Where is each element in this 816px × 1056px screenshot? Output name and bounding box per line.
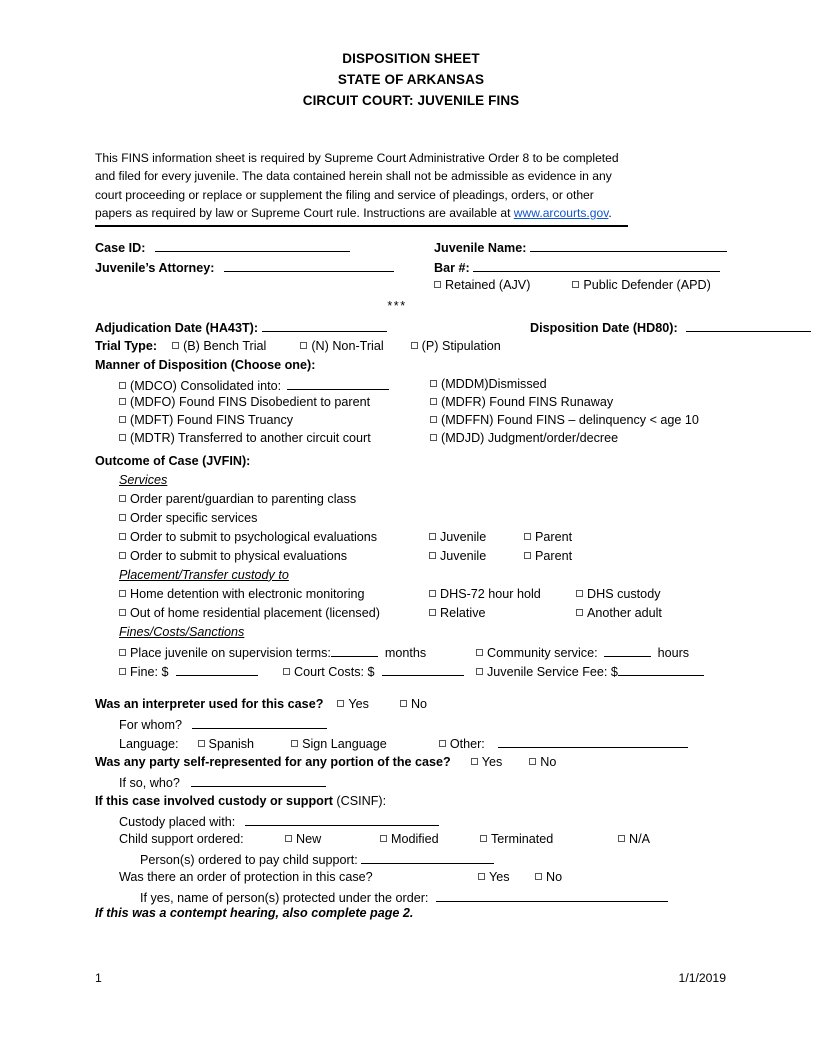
interpreter-no-option[interactable] xyxy=(400,697,427,711)
page-footer xyxy=(95,971,726,985)
trial-type-option-non-trial[interactable] xyxy=(300,339,383,353)
another-adult-option[interactable] xyxy=(576,606,662,620)
bar-number-label: Bar #: xyxy=(434,260,470,275)
juvenile-service-fee-label: Juvenile Service Fee: $ xyxy=(487,664,618,679)
child-support-terminated-option[interactable] xyxy=(480,832,553,846)
child-support-modified-option[interactable] xyxy=(380,832,439,846)
case-id-input[interactable] xyxy=(155,239,350,252)
adjudication-date-label: Adjudication Date (HA43T): xyxy=(95,320,259,335)
if-so-who-row xyxy=(119,774,326,790)
document-title-block xyxy=(95,48,727,111)
mdtr-label: (MDTR) Transferred to another circuit court xyxy=(130,430,371,445)
another-adult-label: Another adult xyxy=(587,605,662,620)
other-language-checkbox[interactable] xyxy=(439,740,446,747)
juvenile-service-fee-checkbox[interactable] xyxy=(476,668,483,675)
self-represented-yes-label: Yes xyxy=(481,754,503,769)
child-support-modified-checkbox[interactable] xyxy=(380,835,387,842)
child-support-label-wrap xyxy=(119,832,244,846)
service-item-0[interactable] xyxy=(119,492,356,506)
protection-no-checkbox[interactable] xyxy=(535,873,542,880)
mdft-label: (MDFT) Found FINS Truancy xyxy=(130,412,294,427)
attorney-row xyxy=(95,259,394,275)
parenting-class-label: Order parent/guardian to parenting class xyxy=(130,491,357,506)
adjudication-date-row xyxy=(95,319,387,335)
self-represented-no-label: No xyxy=(540,754,557,769)
physical-eval-parent-label: Parent xyxy=(535,548,573,563)
manner-of-disposition-section xyxy=(95,377,727,454)
mdfo-label: (MDFO) Found FINS Disobedient to parent xyxy=(130,394,371,409)
child-support-na-label: N/A xyxy=(629,831,650,846)
self-represented-no-option[interactable] xyxy=(529,755,556,769)
supervision-terms-label: Place juvenile on supervision terms: xyxy=(130,645,331,660)
psych-eval-checkbox[interactable] xyxy=(119,533,126,540)
disposition-date-label: Disposition Date (HD80): xyxy=(530,320,678,335)
supervision-months-input[interactable] xyxy=(331,644,378,657)
language-spanish-option[interactable] xyxy=(198,737,255,751)
home-detention-checkbox[interactable] xyxy=(119,590,126,597)
custody-support-section xyxy=(95,794,727,906)
language-row xyxy=(119,735,688,751)
mdco-label: (MDCO) Consolidated into: xyxy=(130,378,282,393)
fine-row[interactable] xyxy=(119,663,258,679)
court-costs-amount-input[interactable] xyxy=(382,663,464,676)
placement-heading: Placement/Transfer custody to xyxy=(119,567,289,582)
attorney-label: Juvenile’s Attorney: xyxy=(95,260,215,275)
for-whom-input[interactable] xyxy=(192,716,327,729)
interpreter-yes-option[interactable] xyxy=(337,697,369,711)
language-label: Language: xyxy=(119,736,179,751)
protection-no-label: No xyxy=(546,869,563,884)
page-title-line-3: CIRCUIT COURT: JUVENILE FINS xyxy=(302,93,520,108)
mdtr-checkbox[interactable] xyxy=(119,434,126,441)
sign-language-checkbox[interactable] xyxy=(291,740,298,747)
placement-item-1[interactable] xyxy=(119,606,380,620)
if-so-who-input[interactable] xyxy=(191,774,326,787)
public-defender-checkbox[interactable] xyxy=(572,281,579,288)
mdjd-checkbox[interactable] xyxy=(430,434,437,441)
payer-label: Person(s) ordered to pay child support: xyxy=(140,852,358,867)
mdfr-checkbox[interactable] xyxy=(430,398,437,405)
public-defender-checkbox-option[interactable] xyxy=(572,278,710,292)
another-adult-checkbox[interactable] xyxy=(576,609,583,616)
language-sign-option[interactable] xyxy=(291,737,387,751)
placement-item-0[interactable] xyxy=(119,587,365,601)
mdco-checkbox[interactable] xyxy=(119,382,126,389)
mddm-checkbox[interactable] xyxy=(430,380,437,387)
header-divider xyxy=(95,225,628,227)
fine-label: Fine: $ xyxy=(130,664,169,679)
self-represented-question-label: Was any party self-represented for any portion of the case? xyxy=(95,754,451,769)
manner-left-item-1[interactable] xyxy=(119,395,370,409)
outcome-section xyxy=(95,454,727,684)
custody-placed-label: Custody placed with: xyxy=(119,814,236,829)
stipulation-label: (P) Stipulation xyxy=(421,338,501,353)
relative-label: Relative xyxy=(440,605,486,620)
dhs-72-hour-hold-checkbox[interactable] xyxy=(429,590,436,597)
other-language-label: Other: xyxy=(449,736,485,751)
protection-yes-checkbox[interactable] xyxy=(478,873,485,880)
for-whom-label: For whom? xyxy=(119,717,182,732)
mdfo-checkbox[interactable] xyxy=(119,398,126,405)
psych-eval-juvenile-checkbox[interactable] xyxy=(429,533,436,540)
manner-left-item-2[interactable] xyxy=(119,413,293,427)
manner-left-item-0[interactable] xyxy=(119,377,389,393)
out-of-home-label: Out of home residential placement (licensed) xyxy=(130,605,380,620)
specific-services-label: Order specific services xyxy=(130,510,258,525)
page-title-line-1: DISPOSITION SHEET xyxy=(342,51,480,66)
relative-checkbox[interactable] xyxy=(429,609,436,616)
intro-text: This FINS information sheet is required by Supreme Court Administrative Order 8 to be completed and filed for every juvenile. The data contained herein shall not be admissible as evidence in any court proceeding or replace or supplement the filing and service of pleadings, orders, or other papers as required by law or Supreme Court rule. Instructions are available at xyxy=(95,151,619,221)
physical-eval-parent-option[interactable] xyxy=(524,549,572,563)
footer-page-number: 1 xyxy=(95,971,102,985)
bar-number-input[interactable] xyxy=(473,259,720,272)
protected-names-row xyxy=(140,889,668,905)
case-id-label: Case ID: xyxy=(95,240,146,255)
physical-eval-label: Order to submit to physical evaluations xyxy=(130,548,347,563)
physical-eval-parent-checkbox[interactable] xyxy=(524,552,531,559)
protected-names-label: If yes, name of person(s) protected under the order: xyxy=(140,890,429,905)
stipulation-checkbox[interactable] xyxy=(411,342,418,349)
child-support-terminated-label: Terminated xyxy=(491,831,554,846)
protection-question-label-wrap xyxy=(119,870,373,884)
mdco-consolidated-input[interactable] xyxy=(287,377,389,390)
mdffn-checkbox[interactable] xyxy=(430,416,437,423)
bench-trial-checkbox[interactable] xyxy=(172,342,179,349)
out-of-home-checkbox[interactable] xyxy=(119,609,126,616)
psych-eval-parent-checkbox[interactable] xyxy=(524,533,531,540)
court-costs-checkbox[interactable] xyxy=(283,668,290,675)
child-support-new-option[interactable] xyxy=(285,832,321,846)
services-heading: Services xyxy=(119,472,168,487)
manner-left-item-3[interactable] xyxy=(119,431,371,445)
spanish-checkbox[interactable] xyxy=(198,740,205,747)
dhs-custody-checkbox[interactable] xyxy=(576,590,583,597)
fines-heading: Fines/Costs/Sanctions xyxy=(119,624,245,639)
juvenile-service-fee-amount-input[interactable] xyxy=(618,663,704,676)
physical-eval-juvenile-label: Juvenile xyxy=(440,548,487,563)
document-content xyxy=(95,48,727,920)
self-represented-no-checkbox[interactable] xyxy=(529,758,536,765)
non-trial-label: (N) Non-Trial xyxy=(311,338,384,353)
bar-number-row xyxy=(434,259,720,275)
custody-placed-row xyxy=(119,813,439,829)
arcourts-link[interactable]: www.arcourts.gov xyxy=(513,206,609,221)
payer-row xyxy=(140,851,494,867)
psych-eval-juvenile-option[interactable] xyxy=(429,530,486,544)
identity-section xyxy=(95,239,727,319)
interpreter-question-label: Was an interpreter used for this case? xyxy=(95,696,324,711)
custody-heading-rest: (CSINF): xyxy=(332,793,387,808)
interpreter-no-checkbox[interactable] xyxy=(400,700,407,707)
home-detention-label: Home detention with electronic monitoring xyxy=(130,586,365,601)
court-costs-row[interactable] xyxy=(283,663,464,679)
specific-services-checkbox[interactable] xyxy=(119,514,126,521)
custody-heading-row xyxy=(95,794,386,808)
manner-right-item-2[interactable] xyxy=(430,413,699,427)
hours-label: hours xyxy=(657,645,690,660)
trial-type-label: Trial Type: xyxy=(95,338,158,353)
sign-language-label: Sign Language xyxy=(302,736,387,751)
protection-yes-label: Yes xyxy=(489,869,510,884)
retained-checkbox[interactable] xyxy=(434,281,441,288)
child-support-terminated-checkbox[interactable] xyxy=(480,835,487,842)
if-so-who-label: If so, who? xyxy=(119,775,180,790)
physical-eval-juvenile-option[interactable] xyxy=(429,549,486,563)
interpreter-section xyxy=(95,697,727,755)
physical-eval-checkbox[interactable] xyxy=(119,552,126,559)
mddm-label: (MDDM)Dismissed xyxy=(441,376,547,391)
self-represented-yes-checkbox[interactable] xyxy=(471,758,478,765)
page-title-line-2: STATE OF ARKANSAS xyxy=(337,72,485,87)
disposition-date-input[interactable] xyxy=(686,319,811,332)
juvenile-service-fee-row[interactable] xyxy=(476,663,704,679)
trial-type-row xyxy=(95,339,501,353)
dates-section xyxy=(95,319,727,377)
trial-type-option-stipulation[interactable] xyxy=(411,339,501,353)
manner-of-disposition-heading: Manner of Disposition (Choose one): xyxy=(95,357,316,372)
footer-date: 1/1/2019 xyxy=(678,971,726,985)
manner-right-item-0[interactable] xyxy=(430,377,547,391)
mdffn-label: (MDFFN) Found FINS – delinquency < age 10 xyxy=(441,412,699,427)
protection-yes-option[interactable] xyxy=(478,870,510,884)
physical-eval-juvenile-checkbox[interactable] xyxy=(429,552,436,559)
contempt-hearing-note: If this was a contempt hearing, also complete page 2. xyxy=(95,905,414,920)
interpreter-no-label: No xyxy=(410,696,428,711)
dhs-72-hour-hold-label: DHS-72 hour hold xyxy=(440,586,541,601)
custody-heading-bold: If this case involved custody or support xyxy=(95,793,333,808)
retained-label: Retained (AJV) xyxy=(445,277,531,292)
counsel-type-row xyxy=(434,278,711,292)
dhs-custody-option[interactable] xyxy=(576,587,661,601)
service-item-2[interactable] xyxy=(119,530,377,544)
non-trial-checkbox[interactable] xyxy=(300,342,307,349)
retained-checkbox-option[interactable] xyxy=(434,278,530,292)
community-service-hours-input[interactable] xyxy=(604,644,651,657)
interpreter-yes-checkbox[interactable] xyxy=(337,700,344,707)
for-whom-row xyxy=(119,716,327,732)
manner-right-item-1[interactable] xyxy=(430,395,613,409)
other-language-input[interactable] xyxy=(498,735,688,748)
bench-trial-label: (B) Bench Trial xyxy=(183,338,267,353)
community-service-checkbox[interactable] xyxy=(476,649,483,656)
fine-checkbox[interactable] xyxy=(119,668,126,675)
protection-no-option[interactable] xyxy=(535,870,562,884)
protection-question-label: Was there an order of protection in this case? xyxy=(119,869,373,884)
public-defender-label: Public Defender (APD) xyxy=(583,277,711,292)
outcome-heading: Outcome of Case (JVFIN): xyxy=(95,453,251,468)
relative-option[interactable] xyxy=(429,606,486,620)
juvenile-name-row xyxy=(434,239,727,255)
interpreter-question-row xyxy=(95,697,427,711)
manner-right-item-3[interactable] xyxy=(430,431,618,445)
psych-eval-parent-label: Parent xyxy=(535,529,573,544)
self-represented-question-row xyxy=(95,755,556,769)
court-costs-label: Court Costs: $ xyxy=(294,664,375,679)
supervision-terms-checkbox[interactable] xyxy=(119,649,126,656)
trial-type-option-bench[interactable] xyxy=(172,339,266,353)
community-service-label: Community service: xyxy=(487,645,598,660)
protected-names-input[interactable] xyxy=(436,889,668,902)
mdjd-label: (MDJD) Judgment/order/decree xyxy=(441,430,619,445)
case-id-row xyxy=(95,239,350,255)
language-other-option[interactable] xyxy=(439,737,485,751)
fine-amount-input[interactable] xyxy=(176,663,258,676)
child-support-na-option[interactable] xyxy=(618,832,650,846)
custody-placed-input[interactable] xyxy=(245,813,439,826)
child-support-na-checkbox[interactable] xyxy=(618,835,625,842)
psych-eval-label: Order to submit to psychological evaluations xyxy=(130,529,378,544)
attorney-input[interactable] xyxy=(224,259,394,272)
interpreter-yes-label: Yes xyxy=(348,696,369,711)
self-represented-section xyxy=(95,755,727,794)
juvenile-name-input[interactable] xyxy=(530,239,727,252)
psych-eval-parent-option[interactable] xyxy=(524,530,572,544)
months-label: months xyxy=(384,645,427,660)
child-support-label: Child support ordered: xyxy=(119,831,244,846)
dhs-custody-label: DHS custody xyxy=(587,586,661,601)
section-separator-stars: *** xyxy=(387,298,407,313)
child-support-modified-label: Modified xyxy=(391,831,439,846)
psych-eval-juvenile-label: Juvenile xyxy=(440,529,487,544)
parenting-class-checkbox[interactable] xyxy=(119,495,126,502)
dhs-72-hour-hold-option[interactable] xyxy=(429,587,541,601)
mdfr-label: (MDFR) Found FINS Runaway xyxy=(441,394,614,409)
service-item-1[interactable] xyxy=(119,511,257,525)
community-service-row[interactable] xyxy=(476,644,689,660)
supervision-terms-row[interactable] xyxy=(119,644,426,660)
service-item-3[interactable] xyxy=(119,549,347,563)
adjudication-date-input[interactable] xyxy=(262,319,387,332)
self-represented-yes-option[interactable] xyxy=(471,755,503,769)
mdft-checkbox[interactable] xyxy=(119,416,126,423)
child-support-new-checkbox[interactable] xyxy=(285,835,292,842)
juvenile-name-label: Juvenile Name: xyxy=(434,240,527,255)
spanish-label: Spanish xyxy=(208,736,255,751)
payer-input[interactable] xyxy=(361,851,494,864)
intro-paragraph xyxy=(95,149,623,223)
disposition-date-row xyxy=(530,319,811,335)
child-support-new-label: New xyxy=(296,831,322,846)
intro-text-end: . xyxy=(608,206,612,221)
